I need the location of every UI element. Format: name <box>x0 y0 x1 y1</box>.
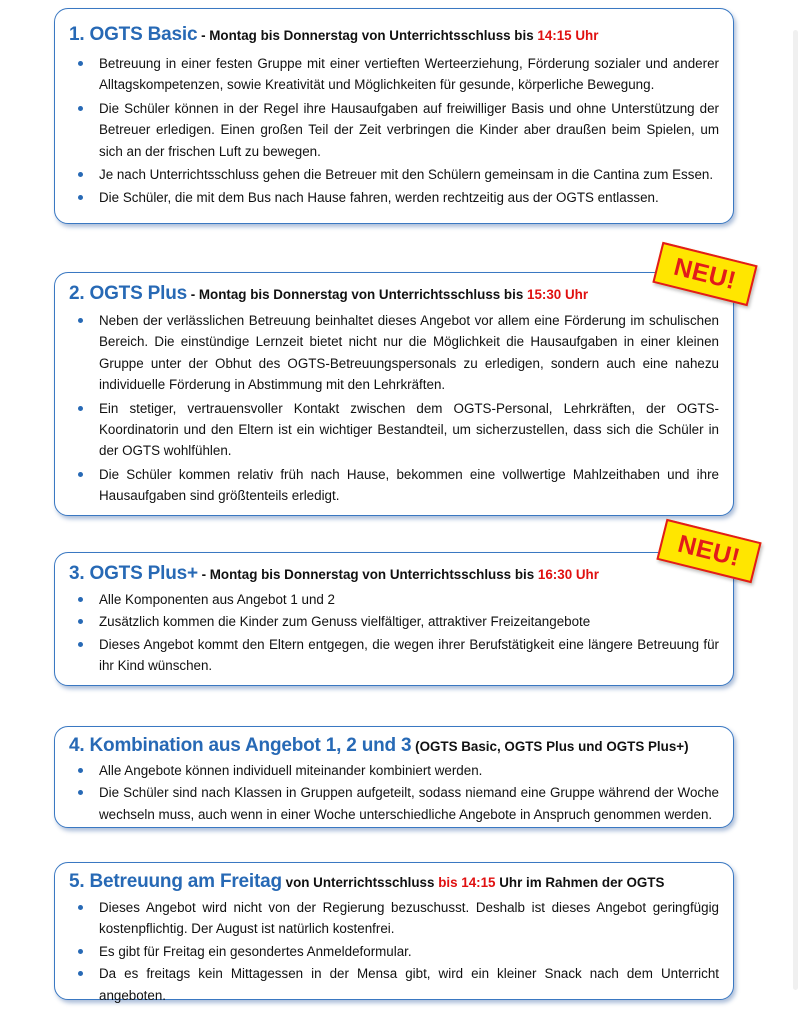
list-item: Neben der verlässlichen Betreuung beinhaltet dieses Angebot vor allem eine Förderung im schulischen Bereich. Die einstündige Lernzeit bietet nicht nur die Möglichkeit die Hausaufgaben in einer kleinen Gruppe unter der Obhut des OGTS-Betreuungspersonals zu erledigen, sondern auch eine nahezu individuelle Förderung in Abstimmung mit den Lehrkräften. <box>69 310 719 396</box>
list-item: Die Schüler können in der Regel ihre Hausaufgaben auf freiwilliger Basis und ohne Unterstützung der Betreuer erledigen. Einen großen Teil der Zeit verbringen die Kinder aber draußen beim Spielen, um sich an der frischen Luft zu bewegen. <box>69 98 719 162</box>
section-heading: 4. Kombination aus Angebot 1, 2 und 3 <box>69 735 412 756</box>
bullet-list <box>69 897 719 1006</box>
list-item: Die Schüler sind nach Klassen in Gruppen aufgeteilt, sodass niemand eine Gruppe während der Woche wechseln muss, auch wenn in einer Woche unterschiedliche Angebote in Anspruch genommen werden. <box>69 782 719 825</box>
list-item: Dieses Angebot wird nicht von der Regierung bezuschusst. Deshalb ist dieses Angebot geringfügig kostenpflichtig. Der August ist natürlich kostenfrei. <box>69 897 719 940</box>
section-ogts-basic <box>54 8 734 224</box>
list-item: Alle Angebote können individuell miteinander kombiniert werden. <box>69 760 719 781</box>
section-time: 14:15 Uhr <box>537 28 599 43</box>
section-time: 16:30 Uhr <box>537 567 599 582</box>
section-freitag <box>54 862 734 1003</box>
bullet-list <box>69 760 719 825</box>
section-heading: 2. OGTS Plus <box>69 283 187 304</box>
section-title: 5. Betreuung am Freitag von Unterrichtsschluss bis 14:15 Uhr im Rahmen der OGTS <box>69 871 665 892</box>
list-item: Die Schüler kommen relativ früh nach Hause, bekommen eine vollwertige Mahlzeithaben und ihre Hausaufgaben sind größtenteils erledigt. <box>69 464 719 507</box>
section-title: 2. OGTS Plus - Montag bis Donnerstag von Unterrichtsschluss bis 15:30 Uhr <box>69 283 589 304</box>
section-kombination <box>54 726 734 828</box>
section-time: bis 14:15 <box>438 875 496 890</box>
section-heading: 5. Betreuung am Freitag <box>69 871 282 892</box>
section-subtitle: (OGTS Basic, OGTS Plus und OGTS Plus+) <box>415 739 689 754</box>
section-subtitle: Montag bis Donnerstag von Unterrichtsschluss bis <box>209 567 538 582</box>
new-badge: NEU! <box>656 519 761 583</box>
list-item: Alle Komponenten aus Angebot 1 und 2 <box>69 589 719 610</box>
list-item: Dieses Angebot kommt den Eltern entgegen, die wegen ihrer Berufstätigkeit eine längere Betreuung für ihr Kind wünschen. <box>69 634 719 677</box>
section-ogts-plus-plus <box>54 552 734 686</box>
list-item: Betreuung in einer festen Gruppe mit einer vertieften Werteerziehung, Förderung sozialer und anderer Alltagskompetenzen, sowie Kreativität und Möglichkeiten für gesunde, körperliche Bewegung. <box>69 53 719 96</box>
section-title: 3. OGTS Plus+ - Montag bis Donnerstag von Unterrichtsschluss bis 16:30 Uhr <box>69 563 599 584</box>
list-item: Ein stetiger, vertrauensvoller Kontakt zwischen dem OGTS-Personal, Lehrkräften, der OGTS-Koordinatorin und den Eltern ist ein wichtiger Bestandteil, um sicherzustellen, dass sich die Schüler in der OGTS wohlfühlen. <box>69 398 719 462</box>
section-heading: 3. OGTS Plus+ <box>69 563 198 584</box>
section-subtitle: von Unterrichtsschluss <box>285 875 439 890</box>
section-subtitle: Montag bis Donnerstag von Unterrichtsschluss bis <box>209 28 538 43</box>
scrollbar[interactable] <box>793 30 798 990</box>
section-title <box>69 735 719 758</box>
list-item: Je nach Unterrichtsschluss gehen die Betreuer mit den Schülern gemeinsam in die Cantina zum Essen. <box>69 164 719 185</box>
bullet-list <box>69 310 719 507</box>
list-item: Da es freitags kein Mittagessen in der Mensa gibt, wird ein kleiner Snack nach dem Unterricht angeboten. <box>69 963 719 1006</box>
bullet-list <box>69 53 719 209</box>
list-item: Zusätzlich kommen die Kinder zum Genuss vielfältiger, attraktiver Freizeitangebote <box>69 611 719 632</box>
section-time: 15:30 Uhr <box>527 287 589 302</box>
section-subtitle: Montag bis Donnerstag von Unterrichtsschluss bis <box>198 287 527 302</box>
new-badge: NEU! <box>652 242 757 306</box>
list-item: Die Schüler, die mit dem Bus nach Hause fahren, werden rechtzeitig aus der OGTS entlassen. <box>69 187 719 208</box>
list-item: Es gibt für Freitag ein gesondertes Anmeldeformular. <box>69 941 719 962</box>
section-ogts-plus <box>54 272 734 516</box>
bullet-list <box>69 589 719 677</box>
section-heading: 1. OGTS Basic <box>69 24 198 45</box>
section-title: 1. OGTS Basic - Montag bis Donnerstag von Unterrichtsschluss bis 14:15 Uhr <box>69 24 599 45</box>
